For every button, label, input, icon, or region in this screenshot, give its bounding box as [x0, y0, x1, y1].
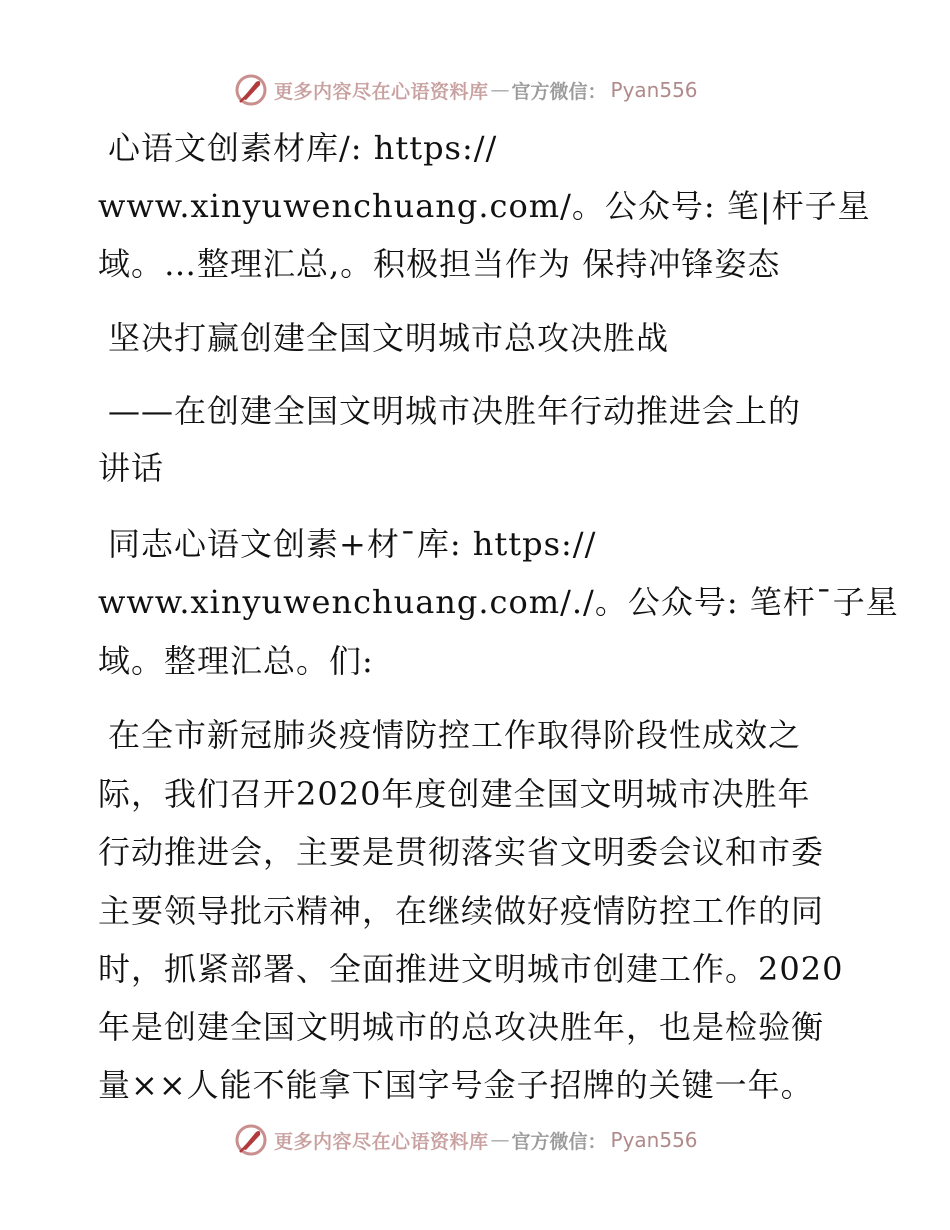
watermark-sub-text: 官方微信： [511, 80, 607, 103]
header-watermark [234, 72, 714, 108]
watermark-dash: — [490, 79, 510, 101]
text-line: 同志心语文创素+材¯库: https:// [108, 525, 597, 563]
paragraph-line: 年是创建全国文明城市的总攻决胜年，也是检验衡 [98, 1008, 825, 1046]
text-line: www.xinyuwenchuang.com/。公众号: 笔|杆子星 [98, 187, 871, 225]
watermark-main-text: 更多内容尽在心语资料库 [274, 1130, 489, 1153]
footer-watermark [234, 1122, 714, 1158]
text-line: 域。…整理汇总,。积极担当作为 保持冲锋姿态 [98, 245, 781, 283]
text-line: www.xinyuwenchuang.com/./。公众号: 笔杆¯子星 [98, 583, 899, 621]
watermark-dash: — [490, 1129, 510, 1151]
paragraph-line: 主要领导批示精神，在继续做好疫情防控工作的同 [98, 892, 825, 930]
document-title: 坚决打赢创建全国文明城市总攻决胜战 [108, 319, 670, 357]
feather-logo-icon [234, 73, 268, 107]
watermark-id: Pyan556 [610, 1128, 698, 1152]
watermark-id: Pyan556 [610, 78, 698, 102]
watermark-main-text: 更多内容尽在心语资料库 [274, 80, 489, 103]
text-line: 域。整理汇总。们: [98, 642, 374, 680]
paragraph-line: 际，我们召开2020年度创建全国文明城市决胜年 [98, 775, 811, 813]
paragraph-line: 行动推进会，主要是贯彻落实省文明委会议和市委 [98, 833, 825, 871]
document-subtitle-cont: 讲话 [98, 449, 165, 487]
watermark-sub-text: 官方微信： [511, 1130, 607, 1153]
text-line: 心语文创素材库/: https:// [108, 129, 498, 167]
document-subtitle: ——在创建全国文明城市决胜年行动推进会上的 [108, 392, 802, 430]
feather-logo-icon [234, 1123, 268, 1157]
paragraph-line: 量××人能不能拿下国字号金子招牌的关键一年。 [98, 1066, 814, 1104]
paragraph-line: 在全市新冠肺炎疫情防控工作取得阶段性成效之 [108, 716, 802, 754]
paragraph-line: 时，抓紧部署、全面推进文明城市创建工作。2020 [98, 950, 844, 988]
